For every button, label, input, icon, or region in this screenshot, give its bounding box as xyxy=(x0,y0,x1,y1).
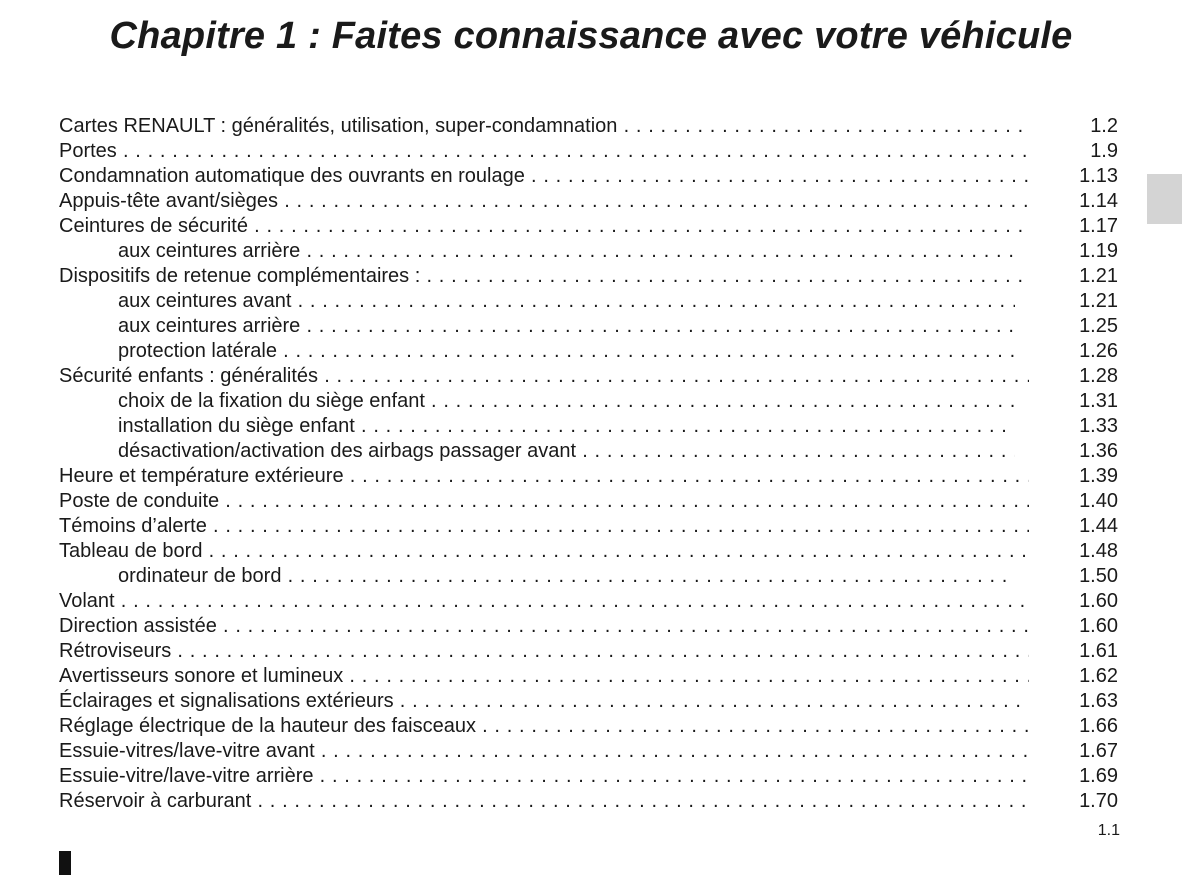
toc-entry-page: 1.19 xyxy=(1079,240,1118,262)
toc-subentry[interactable] xyxy=(59,389,1119,414)
toc-subentry[interactable] xyxy=(59,289,1119,314)
table-of-contents xyxy=(59,114,1119,814)
toc-entry-label[interactable]: Réglage électrique de la hauteur des faisceaux . . . xyxy=(59,714,1029,739)
toc-entry-label[interactable]: Avertisseurs sonore et lumineux . . . xyxy=(59,664,1029,689)
toc-entry-label[interactable]: aux ceintures avant . . . xyxy=(118,289,1015,314)
toc-entry[interactable] xyxy=(59,189,1119,214)
toc-entry-page: 1.21 xyxy=(1079,290,1118,312)
toc-entry-page: 1.61 xyxy=(1079,640,1118,662)
toc-entry[interactable] xyxy=(59,214,1119,239)
toc-entry-label[interactable]: Essuie-vitre/lave-vitre arrière . . . xyxy=(59,764,1029,789)
toc-entry-page: 1.50 xyxy=(1079,565,1118,587)
toc-entry[interactable] xyxy=(59,639,1119,664)
chapter-side-tab xyxy=(1147,174,1182,224)
toc-entry-label[interactable]: Dispositifs de retenue complémentaires : . . . xyxy=(59,264,1029,289)
toc-entry[interactable] xyxy=(59,514,1119,539)
toc-entry-page: 1.40 xyxy=(1079,490,1118,512)
toc-entry[interactable] xyxy=(59,164,1119,189)
toc-subentry[interactable] xyxy=(59,564,1119,589)
toc-entry[interactable] xyxy=(59,264,1119,289)
toc-entry-label[interactable]: Heure et température extérieure . . . xyxy=(59,464,1029,489)
toc-entry-page: 1.67 xyxy=(1079,740,1118,762)
toc-entry[interactable] xyxy=(59,614,1119,639)
toc-entry-page: 1.31 xyxy=(1079,390,1118,412)
toc-entry-label[interactable]: Rétroviseurs . . . xyxy=(59,639,1029,664)
toc-entry-label[interactable]: Appuis-tête avant/sièges . . . xyxy=(59,189,1029,214)
toc-entry-page: 1.60 xyxy=(1079,615,1118,637)
toc-entry-page: 1.62 xyxy=(1079,665,1118,687)
toc-subentry[interactable] xyxy=(59,239,1119,264)
toc-entry-page: 1.21 xyxy=(1079,265,1118,287)
toc-entry-label[interactable]: Cartes RENAULT : généralités, utilisation, super-condamnation . . . xyxy=(59,114,1029,139)
toc-entry-label[interactable]: Tableau de bord . . . xyxy=(59,539,1029,564)
toc-subentry[interactable] xyxy=(59,339,1119,364)
toc-entry-label[interactable]: Volant . . . xyxy=(59,589,1029,614)
toc-entry-label[interactable]: Éclairages et signalisations extérieurs . . . xyxy=(59,689,1029,714)
toc-entry-label[interactable]: Ceintures de sécurité . . . xyxy=(59,214,1029,239)
toc-entry[interactable] xyxy=(59,589,1119,614)
toc-entry-label[interactable]: Poste de conduite . . . xyxy=(59,489,1029,514)
toc-entry-page: 1.48 xyxy=(1079,540,1118,562)
toc-entry[interactable] xyxy=(59,714,1119,739)
toc-entry-page: 1.44 xyxy=(1079,515,1118,537)
toc-subentry[interactable] xyxy=(59,439,1119,464)
toc-entry-label[interactable]: Témoins d’alerte . . . xyxy=(59,514,1029,539)
toc-entry[interactable] xyxy=(59,464,1119,489)
toc-entry[interactable] xyxy=(59,789,1119,814)
toc-entry[interactable] xyxy=(59,739,1119,764)
toc-entry[interactable] xyxy=(59,539,1119,564)
toc-entry-label[interactable]: choix de la fixation du siège enfant . . . xyxy=(118,389,1015,414)
toc-entry-page: 1.36 xyxy=(1079,440,1118,462)
toc-entry-page: 1.9 xyxy=(1090,140,1118,162)
toc-entry-page: 1.2 xyxy=(1090,115,1118,137)
page-number: 1.1 xyxy=(1097,822,1120,839)
toc-entry-page: 1.13 xyxy=(1079,165,1118,187)
chapter-title: Chapitre 1 : Faites connaissance avec votre véhicule xyxy=(109,15,1073,57)
toc-entry-page: 1.14 xyxy=(1079,190,1118,212)
toc-entry-label[interactable]: protection latérale . . . xyxy=(118,339,1015,364)
toc-entry-page: 1.25 xyxy=(1079,315,1118,337)
toc-entry-page: 1.60 xyxy=(1079,590,1118,612)
toc-entry-label[interactable]: installation du siège enfant . . . xyxy=(118,414,1015,439)
toc-entry[interactable] xyxy=(59,689,1119,714)
toc-subentry[interactable] xyxy=(59,314,1119,339)
toc-entry-page: 1.69 xyxy=(1079,765,1118,787)
toc-entry-page: 1.66 xyxy=(1079,715,1118,737)
toc-entry-label[interactable]: Essuie-vitres/lave-vitre avant . . . xyxy=(59,739,1029,764)
toc-entry-page: 1.17 xyxy=(1079,215,1118,237)
toc-entry-label[interactable]: Portes . . . xyxy=(59,139,1029,164)
toc-entry-label[interactable]: aux ceintures arrière . . . xyxy=(118,239,1015,264)
toc-entry[interactable] xyxy=(59,489,1119,514)
toc-entry[interactable] xyxy=(59,764,1119,789)
toc-entry[interactable] xyxy=(59,664,1119,689)
toc-entry[interactable] xyxy=(59,364,1119,389)
toc-entry[interactable] xyxy=(59,139,1119,164)
toc-entry-page: 1.63 xyxy=(1079,690,1118,712)
corner-registration-mark xyxy=(59,851,71,875)
toc-entry-page: 1.28 xyxy=(1079,365,1118,387)
toc-entry-label[interactable]: ordinateur de bord . . . xyxy=(118,564,1015,589)
toc-entry-page: 1.26 xyxy=(1079,340,1118,362)
toc-entry-label[interactable]: Condamnation automatique des ouvrants en roulage . . . xyxy=(59,164,1029,189)
toc-entry-label[interactable]: Direction assistée . . . xyxy=(59,614,1029,639)
toc-entry[interactable] xyxy=(59,114,1119,139)
toc-entry-page: 1.70 xyxy=(1079,790,1118,812)
toc-entry-label[interactable]: Réservoir à carburant . . . xyxy=(59,789,1029,814)
toc-entry-label[interactable]: désactivation/activation des airbags passager avant . . . xyxy=(118,439,1015,464)
toc-subentry[interactable] xyxy=(59,414,1119,439)
toc-entry-page: 1.33 xyxy=(1079,415,1118,437)
toc-entry-label[interactable]: aux ceintures arrière . . . xyxy=(118,314,1015,339)
toc-entry-label[interactable]: Sécurité enfants : généralités . . . xyxy=(59,364,1029,389)
toc-entry-page: 1.39 xyxy=(1079,465,1118,487)
